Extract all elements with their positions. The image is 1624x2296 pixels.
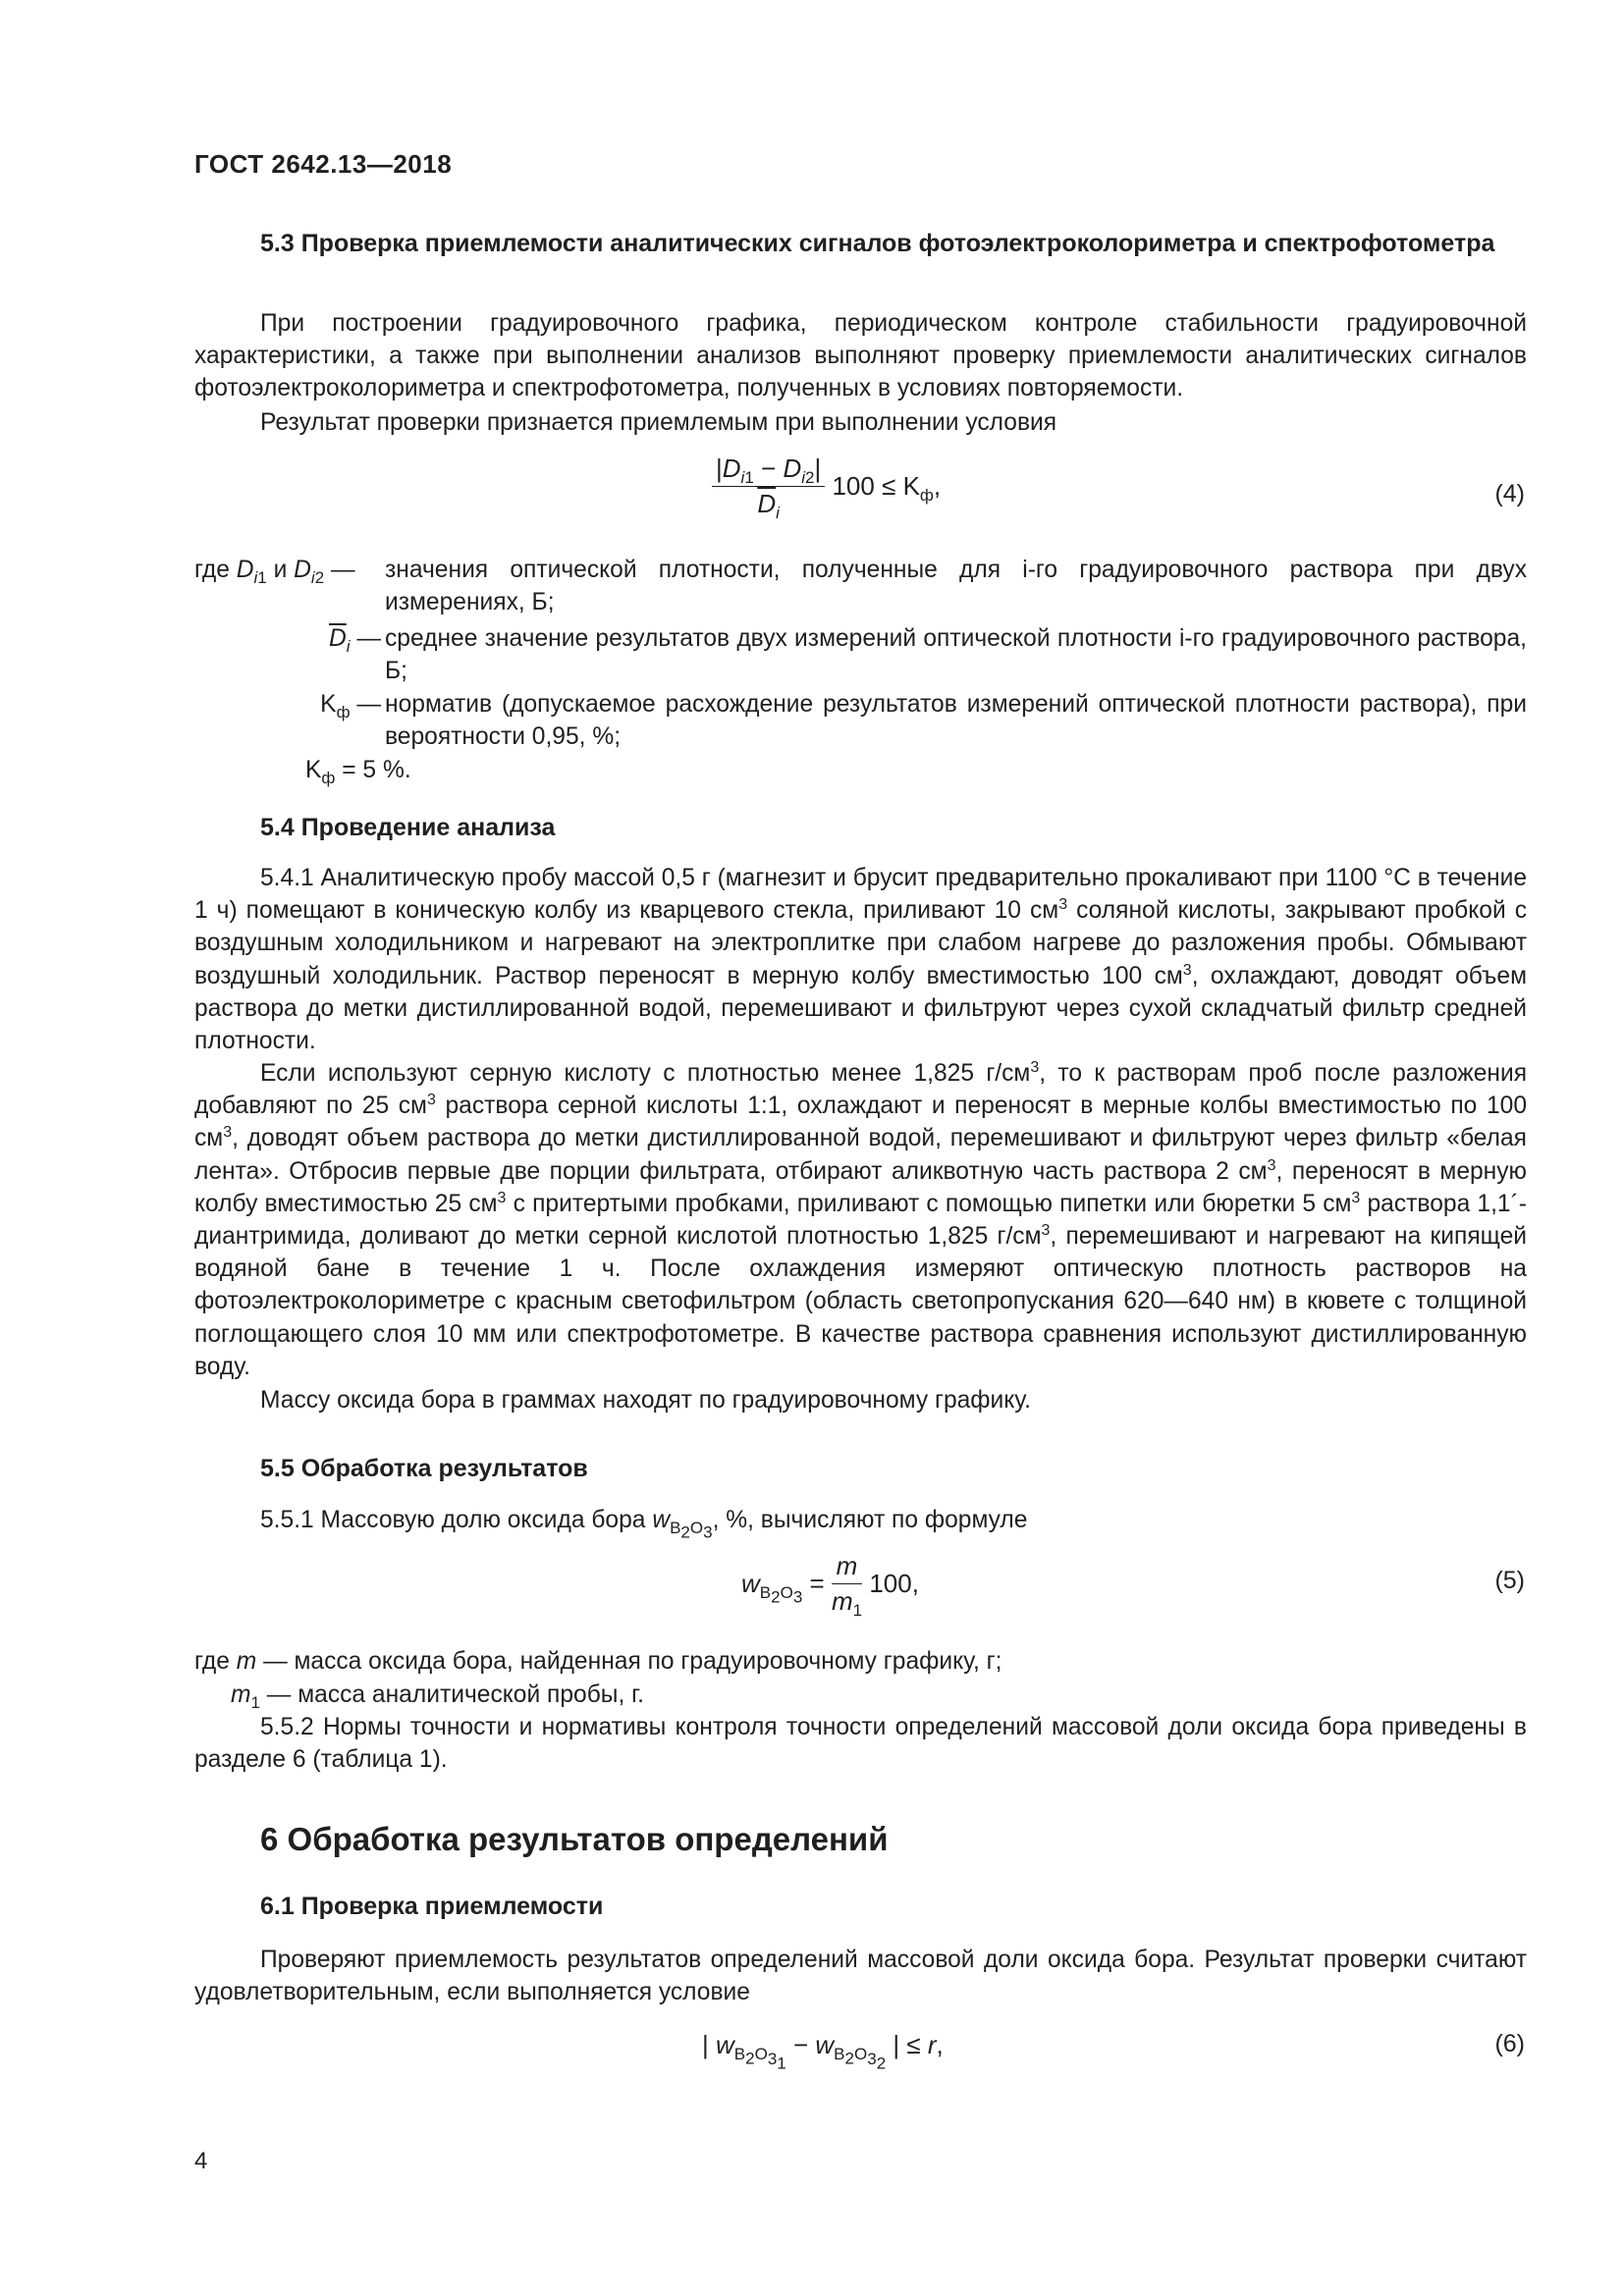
- section-5-3-title: 5.3 Проверка приемлемости аналитических сигналов фотоэлектроколориметра и спектрофотометра: [260, 230, 1495, 257]
- definition-text: среднее значение результатов двух измерений оптической плотности i-го градуировочного раствора, Б;: [385, 625, 1527, 685]
- section-6-title: 6 Обработка результатов определений: [260, 1821, 889, 1857]
- section-5-5-title: 5.5 Обработка результатов: [260, 1455, 588, 1482]
- section-5-4-title: 5.4 Проведение анализа: [260, 814, 556, 841]
- definition-k-phi: [194, 688, 1527, 757]
- definition-d-mean: [194, 622, 1527, 691]
- section-5-4-paragraph-3: Массу оксида бора в граммах находят по градуировочному графику.: [260, 1387, 1031, 1414]
- section-5-4-paragraph-2: Если используют серную кислоту с плотностью менее 1,825 $г/см^3$, то к растворам проб после разложения добавляют по 25 $см^3$ раствора серной кислоты 1:1, охлаждают и переносят в мерные колбы вместимостью по 100 $см^3$, доводят объем раствора до метки дистиллированной водой, перемешивают и фильтруют через фильтр «белая лента». Отбросив первые две порции фильтрата, отбирают аликвотную часть раствора 2 $см^3$, переносят в мерную колбу вместимостью 25 $см^3$ с притертыми пробками, приливают с помощью пипетки или бюретки 5 $см^3$ раствора 1,1´-диантримида, доливают до метки серной кислотой плотностью 1,825 $г/см^3$, перемешивают и нагревают на кипящей водяной бане в течение 1 ч. После охлаждения измеряют оптическую плотность растворов на фотоэлектроколориметре с красным светофильтром (область светопропускания 620—640 нм) в кювете с толщиной поглощающего слоя 10 мм или спектрофотометре. В качестве раствора сравнения используют дистиллированную воду.: [194, 1058, 1528, 1380]
- section-6-1-paragraph: Проверяют приемлемость результатов определений массовой доли оксида бора. Результат проверки считают удовлетворительным, если выполняется условие: [194, 1947, 1527, 2006]
- definition-term: где $D_{i1}$ и $D_{i2}$ —: [194, 557, 355, 587]
- formula-5-label: (5): [1494, 1567, 1525, 1594]
- definition-text: норматив (допускаемое расхождение результатов измерений оптической плотности раствора), при вероятности 0,95, %;: [385, 691, 1527, 751]
- formula-5-fraction: $\frac{m}{m_1}$: [831, 1551, 863, 1621]
- definition-m: где m — масса оксида бора, найденная по градуировочному графику, г;: [194, 1648, 1002, 1675]
- formula-4: $\frac{|D_{i1} - D_{i2}|}{\overline{D}_i}$ $100 \le K_ф$,: [712, 454, 941, 519]
- formula-4-label: (4): [1494, 480, 1525, 507]
- section-5-3-paragraph-2: Результат проверки признается приемлемым при выполнении условия: [260, 409, 1057, 436]
- formula-6-label: (6): [1494, 2030, 1525, 2057]
- definition-term: $\overline{D}_i$ —: [329, 625, 381, 656]
- section-6-1-title: 6.1 Проверка приемлемости: [260, 1893, 604, 1920]
- formula-6: | $w_{B_2O_{3_1}} - w_{B_2O_{3_2}}$ | ≤ r,: [702, 2030, 944, 2072]
- section-5-5-1-paragraph: 5.5.1 Массовую долю оксида бора $w_{B_2O_3}$, %, вычисляют по формуле: [260, 1507, 1028, 1542]
- definition-text: значения оптической плотности, полученные для i-го градуировочного раствора при двух измерениях, Б;: [385, 557, 1527, 616]
- section-5-3-paragraph-1: При построении градуировочного графика, периодическом контроле стабильности градуировочной характеристики, а также при выполнении анализов выполняют проверку приемлемости аналитических сигналов фотоэлектроколориметра и спектрофотометра, полученных в условиях повторяемости.: [194, 310, 1527, 402]
- section-5-4-1-paragraph: 5.4.1 Аналитическую пробу массой 0,5 г (магнезит и брусит предварительно прокаливают при 1100 °С в течение 1 ч) помещают в коническую колбу из кварцевого стекла, приливают 10 $см^3$ соляной кислоты, закрывают пробкой с воздушным холодильником и нагревают на электроплитке при слабом нагреве до разложения пробы. Обмывают воздушный холодильник. Раствор переносят в мерную колбу вместимостью 100 $см^3$, охлаждают, доводят объем раствора до метки дистиллированной водой, перемешивают и фильтруют через сухой складчатый фильтр средней плотности.: [194, 865, 1527, 1055]
- definition-term: $K_ф$ —: [320, 691, 381, 721]
- section-5-5-2-paragraph: 5.5.2 Нормы точности и нормативы контроля точности определений массовой доли оксида бора приведены в разделе 6 (таблица 1).: [194, 1714, 1527, 1774]
- standard-header: ГОСТ 2642.13—2018: [194, 149, 453, 179]
- formula-5: $w_{B_2O_3}$ = $\frac{m}{m_1}$ 100,: [741, 1551, 919, 1621]
- formula-4-fraction: $\frac{|D_{i1} - D_{i2}|}{\overline{D}_i}$: [712, 454, 825, 519]
- page-number: 4: [194, 2148, 208, 2174]
- definition-d-i1-i2: [194, 554, 1527, 622]
